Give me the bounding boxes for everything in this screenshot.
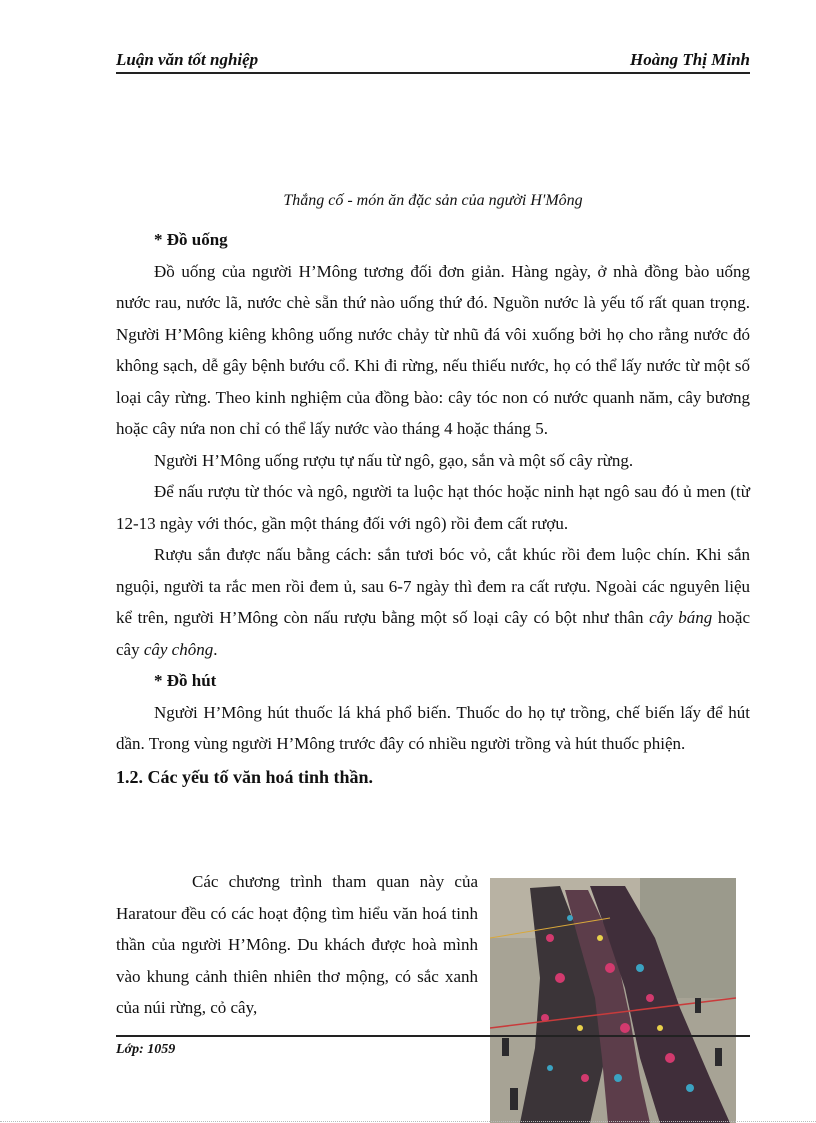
cassava-italic-1: cây báng	[649, 608, 713, 627]
paragraph-cassava-liquor	[116, 539, 750, 665]
header-thesis-title: Luận văn tốt nghiệp	[116, 50, 259, 69]
header-author-name: Hoàng Thị Minh	[630, 50, 750, 69]
cassava-mid: hoặc cây	[116, 608, 750, 659]
cassava-text: Rượu sắn được nấu bằng cách: sắn tươi bóc vỏ, cắt khúc rồi đem luộc chín. Khi sắn nguội, người ta rắc men rồi đem ủ, sau 6-7 ngày thì đem ra cất rượu. Ngoài các nguyên liệu kể trên, người H’Mông còn nấu rượu bằng một số loại cây có bột như thân	[116, 545, 750, 627]
tour-programs-text: Các chương trình tham quan này của Haratour đều có các hoạt động tìm hiểu văn hoá tinh thần của người H’Mông. Du khách được hoà mình vào khung cảnh thiên nhiên thơ mộng, có sắc xanh của núi rừng, cỏ cây,	[116, 872, 478, 1017]
festival-crowd-photo	[490, 878, 736, 1123]
page-header	[116, 46, 750, 74]
paragraph-smoking: Người H’Mông hút thuốc lá khá phổ biến. Thuốc do họ tự trồng, chế biến lấy để hút dần. Trong vùng người H’Mông trước đây có nhiều người trồng và hút thuốc phiện.	[116, 702, 750, 753]
cassava-end: .	[213, 639, 218, 659]
footer-class-label: Lớp: 1059	[116, 1042, 176, 1057]
section-heading-spiritual-culture: 1.2. Các yếu tố văn hoá tinh thần.	[116, 766, 374, 787]
paragraph-drinks-intro: Đồ uống của người H’Mông tương đối đơn giản. Hàng ngày, ở nhà đồng bào uống nước rau, nước lã, nước chè sẵn thứ nào uống thứ đó. Nguồn nước là yếu tố rất quan trọng. Người H’Mông kiêng không uống nước chảy từ nhũ đá vôi xuống bởi họ cho rằng nước đó không sạch, dễ gây bệnh bướu cổ. Khi đi rừng, nếu thiếu nước, họ có thể lấy nước từ một số loại cây rừng. Theo kinh nghiệm của đồng bào: cây tóc non có nước quanh năm, cây bương hoặc cây nứa non chỉ có thể lấy nước vào tháng 4 hoặc tháng 5.	[116, 261, 750, 438]
paragraph-tour-programs	[116, 866, 478, 1024]
figure-caption: Thắng cố - món ăn đặc sản của người H'Mông	[283, 192, 583, 209]
crowd-image-graphic	[490, 878, 736, 1123]
cassava-italic-2: cây chông	[143, 639, 214, 659]
drinks-heading: * Đồ uống	[154, 230, 228, 249]
body-content	[116, 224, 750, 797]
footer-divider	[116, 1035, 750, 1037]
paragraph-rice-corn-liquor: Để nấu rượu từ thóc và ngô, người ta luộc hạt thóc hoặc ninh hạt ngô sau đó ủ men (từ 12-13 ngày với thóc, gần một tháng đối với ngô) rồi đem cất rượu.	[116, 482, 750, 533]
paragraph-liquor-sources: Người H’Mông uống rượu tự nấu từ ngô, gạo, sắn và một số cây rừng.	[154, 450, 634, 470]
smoking-heading: * Đồ hút	[154, 671, 217, 690]
